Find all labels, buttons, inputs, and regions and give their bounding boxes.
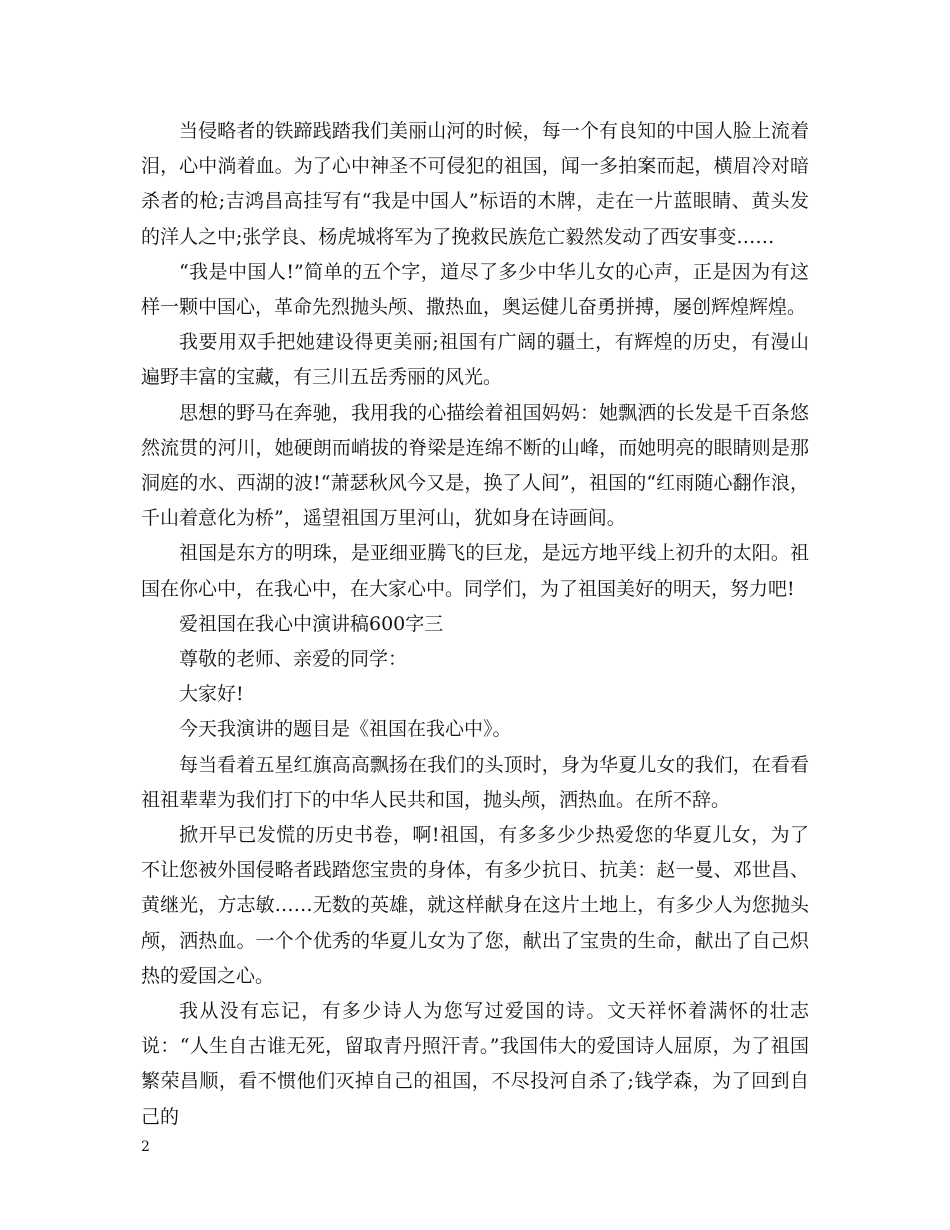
paragraph-2: “我是中国人!”简单的五个字，道尽了多少中华儿女的心声，正是因为有这样一颗中国心，革命先烈抛头颅、撒热血，奥运健儿奋勇拼搏，屡创辉煌辉煌。 [141, 260, 809, 319]
greeting: 大家好! [179, 683, 244, 706]
paragraph-3: 我要用双手把她建设得更美丽;祖国有广阔的疆土，有辉煌的历史，有漫山遍野丰富的宝藏，有三川五岳秀丽的风光。 [141, 331, 809, 389]
salutation: 尊敬的老师、亲爱的同学： [179, 648, 408, 671]
section-heading: 爱祖国在我心中演讲稿600字三 [179, 612, 444, 635]
paragraph-10: 每当看着五星红旗高高飘扬在我们的头顶时，身为华夏儿女的我们，在看看祖祖辈辈为我们打下的中华人民共和国，抛头颅，洒热血。在所不辞。 [141, 753, 809, 811]
paragraph-12: 我从没有忘记，有多少诗人为您写过爱国的诗。文天祥怀着满怀的壮志说：“人生自古谁无死，留取青丹照汗青。”我国伟大的爱国诗人屈原，为了祖国繁荣昌顺，看不惯他们灭掉自己的祖国，不尽投河自杀了;钱学森，为了回到自己的 [141, 1000, 809, 1128]
paragraph-11: 掀开早已发慌的历史书卷，啊!祖国，有多多少少热爱您的华夏儿女，为了不让您被外国侵略者践踏您宝贵的身体，有多少抗日、抗美：赵一曼、邓世昌、黄继光，方志敏……无数的英雄，就这样献身在这片土地上，有多少人为您抛头颅，洒热血。一个个优秀的华夏儿女为了您，献出了宝贵的生命，献出了自己炽热的爱国之心。 [141, 824, 809, 987]
paragraph-5: 祖国是东方的明珠，是亚细亚腾飞的巨龙，是远方地平线上初升的太阳。祖国在你心中，在我心中，在大家心中。同学们，为了祖国美好的明天，努力吧! [141, 542, 809, 600]
page-number: 2 [141, 1139, 150, 1155]
speech-topic: 今天我演讲的题目是《祖国在我心中》。 [179, 718, 512, 741]
document-body [141, 114, 809, 1135]
paragraph-4: 思想的野马在奔驰，我用我的心描绘着祖国妈妈：她飘洒的长发是千百条悠然流贯的河川，她硬朗而峭拔的脊梁是连绵不断的山峰，而她明亮的眼睛则是那洞庭的水、西湖的波!“萧瑟秋风今又是，换了人间”，祖国的“红雨随心翻作浪，千山着意化为桥”，遥望祖国万里河山，犹如身在诗画间。 [141, 401, 809, 530]
paragraph-1: 当侵略者的铁蹄践踏我们美丽山河的时候，每一个有良知的中国人脸上流着泪，心中淌着血。为了心中神圣不可侵犯的祖国，闻一多拍案而起，横眉冷对暗杀者的枪;吉鸿昌高挂写有“我是中国人”标语的木牌，走在一片蓝眼睛、黄头发的洋人之中;张学良、杨虎城将军为了挽救民族危亡毅然发动了西安事变…… [141, 120, 809, 248]
